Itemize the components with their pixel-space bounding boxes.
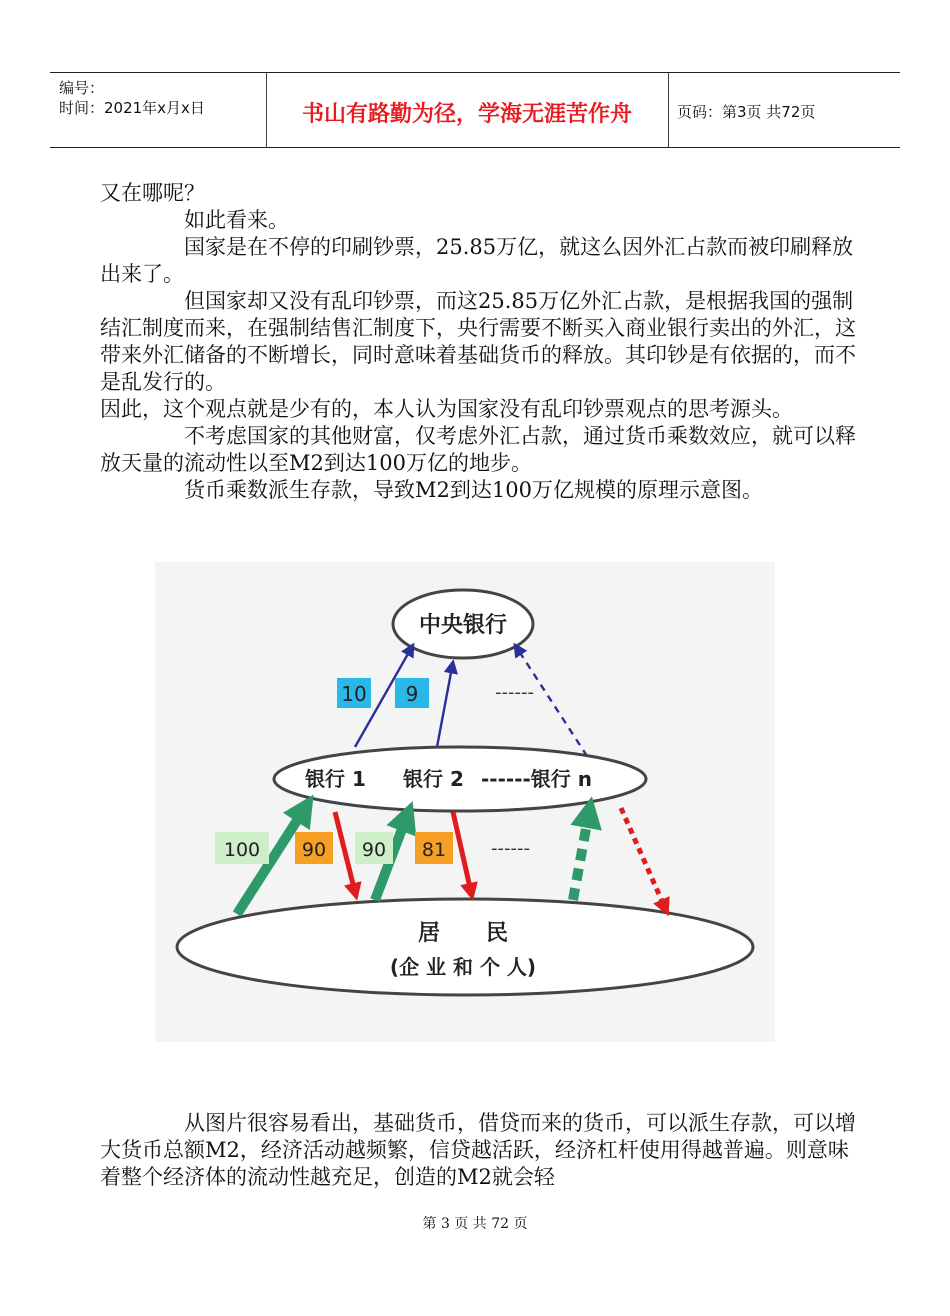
arrow-down-red-dashed: [621, 808, 665, 908]
dash-top: ------: [495, 682, 534, 703]
paragraph: 因此，这个观点就是少有的，本人认为国家没有乱印钞票观点的思考源头。: [100, 397, 793, 421]
residents-label: 居 民: [418, 921, 508, 946]
body-text-after-figure: [100, 1110, 860, 1191]
residents-sub-label: (企 业 和 个 人): [389, 955, 537, 979]
motto: 书山有路勤为径，学海无涯苦作舟: [301, 102, 632, 127]
page-header: [50, 72, 900, 148]
paragraph: 又在哪呢？: [100, 181, 205, 205]
box-100-label: 100: [223, 839, 261, 861]
money-multiplier-diagram: [155, 562, 775, 1042]
paragraph: 但国家却又没有乱印钞票，而这25.85万亿外汇占款，是根据我国的强制结汇制度而来，在强制结售汇制度下，央行需要不断买入商业银行卖出的外汇，这带来外汇储备的不断增长，同时意味着基础货币的释放。其印钞是有依据的，而不是乱发行的。: [100, 289, 856, 394]
bank-1-label: 银行 1: [305, 767, 366, 791]
paragraph: 如此看来。: [184, 208, 289, 232]
arrow-up-green-dashed: [573, 812, 589, 900]
paragraph: 国家是在不停的印刷钞票，25.85万亿，就这么因外汇占款而被印刷释放出来了。: [100, 235, 854, 286]
dash-mid: ------: [491, 838, 530, 859]
header-motto-cell: [266, 73, 669, 147]
paragraph: 货币乘数派生存款，导致M2到达100万亿规模的原理示意图。: [184, 478, 763, 502]
box-9-label: 9: [405, 682, 419, 706]
box-90a-label: 90: [301, 839, 327, 861]
bank-2-label: 银行 2: [403, 767, 464, 791]
diagram-svg: [155, 562, 775, 1042]
box-90b-label: 90: [361, 839, 387, 861]
bank-n-label: ------银行 n: [481, 767, 593, 791]
number-label: 编号：: [59, 79, 105, 97]
header-page-cell: [668, 73, 900, 147]
page-footer: 第 3 页 共 72 页: [422, 1216, 528, 1232]
central-bank-label: 中央银行: [418, 613, 508, 638]
header-meta-cell: [50, 73, 267, 147]
arrow-down-red: [335, 812, 355, 892]
arrow-up-blue: [437, 662, 453, 747]
paragraph: 不考虑国家的其他财富，仅考虑外汇占款，通过货币乘数效应，就可以释放天量的流动性以至M2到达100万亿的地步。: [100, 424, 856, 475]
box-10-label: 10: [341, 682, 367, 706]
page-info: 页码：第3页 共72页: [677, 103, 816, 121]
residents-ellipse: [177, 899, 753, 995]
time-label: 时间：2021年x月x日: [59, 99, 205, 117]
box-81-label: 81: [421, 839, 447, 861]
body-text: [100, 180, 860, 504]
arrow-down-red: [453, 812, 471, 892]
paragraph: 从图片很容易看出，基础货币，借贷而来的货币，可以派生存款，可以增大货币总额M2，经济活动越频繁，信贷越活跃，经济杠杆使用得越普遍。则意味着整个经济体的流动性越充足，创造的M2就会轻: [100, 1111, 856, 1189]
